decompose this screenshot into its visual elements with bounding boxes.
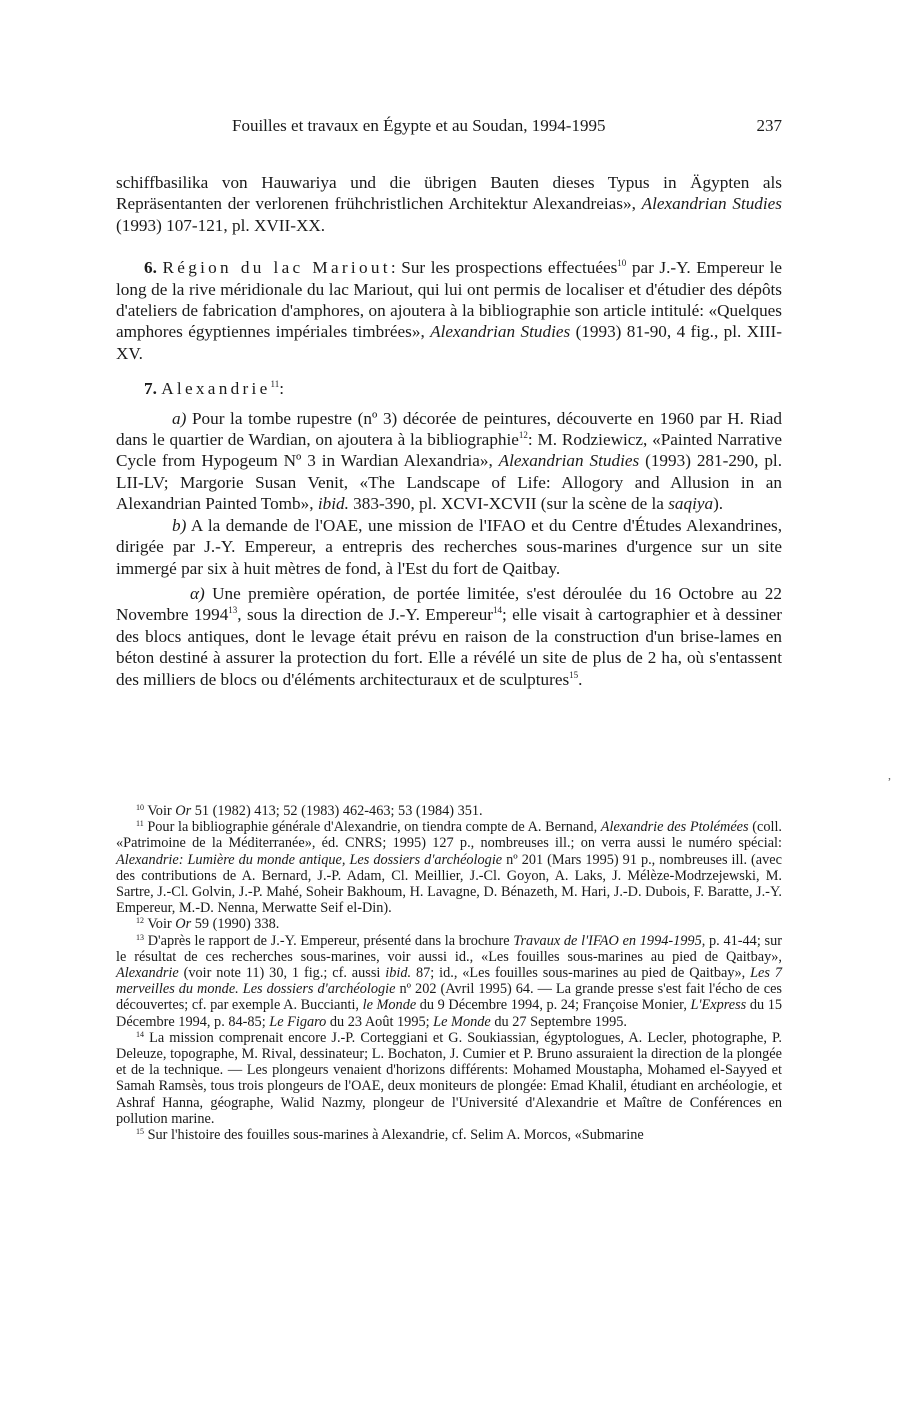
paragraph-continuation [116,172,782,236]
footnote-12 [116,916,782,932]
paragraph-a [116,408,782,515]
footnote-ref[interactable]: 15 [569,669,579,680]
text-run: (coll. «Patrimoine de la Méditerranée», éd. CNRS; 1995) 127 p., nombreuses ill.; on verra aussi le numéro spécial: [116,819,783,852]
text-run: du 15 Décembre 1994, p. 84-85; [116,997,782,1030]
footnote-ref[interactable]: 14 [493,605,503,616]
text-run: : Sur les prospections effectuées [390,258,618,278]
journal-abbrev: Or [175,916,192,933]
footnote-number: 13 [136,932,144,942]
text-run: du 9 Décembre 1994, p. 24; Françoise Monier, [416,997,691,1014]
newspaper-title: Le Figaro [269,1013,327,1030]
text-run: 383-390, pl. XCVI-XCVII (sur la scène de la [348,494,669,514]
book-title: Alexandrie des Ptolémées [600,819,749,836]
footnote-10 [116,803,782,819]
text-run: 59 (1990) 338. [191,916,280,933]
item-label: a) [172,408,187,428]
footnote-number: 15 [136,1127,144,1137]
footnote-11 [116,819,782,916]
paragraph-b [116,515,782,579]
text-run: A la demande de l'OAE, une mission de l'IFAO et du Centre d'Études Alexandrines, dirigée par J.-Y. Empereur, a entrepris des recherches sous-marines d'urgence sur un site immergé par six à huit mètres de fond, à l'Est du fort de Qaitbay. [116,515,782,578]
text-run: : [279,379,284,399]
running-header [116,116,782,140]
main-text [116,172,782,690]
text-run: D'après le rapport de J.-Y. Empereur, présenté dans la brochure [144,932,514,949]
text-run: La mission comprenait encore J.-P. Corteggiani et G. Soukiassian, égyptologues, A. Lecler, photographe, P. Deleuze, topographe, M. Rival, dessinateur; L. Bochaton, J. Cumier et P. Bruno assuraient la direction de la plongée et de la technique. — Les plongeurs venaient d'horizons différents: Mohamed Moustapha, Mohamed el-Sayyed et Samah Ramsès, tous trois plongeurs de l'OAE, deux moniteurs de plongée: Emad Khalil, étudiant en archéologie, et Ashraf Hanna, géographe, Walid Nazmy, plongeur de l'Université d'Alexandrie et Maître de Conférences en pollution marine. [116,1029,782,1127]
journal-title: Alexandrian Studies [641,194,782,214]
section-title: Région du lac Mariout [162,258,391,278]
newspaper-title: L'Express [690,997,747,1014]
text-run: : M. Rodziewicz, «Painted Narrative Cycle from Hypogeum Nº 3 in Wardian Alexandria», [116,430,782,471]
footnote-number: 12 [136,916,144,926]
newspaper-title: le Monde [362,997,417,1014]
page-number: 237 [756,116,782,135]
book-title: Alexandrie: Lumière du monde antique, Les dossiers d'archéologie [116,851,503,868]
item-label: b) [172,515,187,535]
paragraph-alpha [116,583,782,690]
footnote-ref[interactable]: 10 [617,258,627,269]
footnotes [116,803,782,1143]
text-run: (voir note 11) 30, 1 fig.; cf. aussi [178,965,386,982]
text-run: (1993) 81-90, 4 fig., pl. XIII-XV. [116,322,782,363]
text-run: . [578,669,583,689]
footnote-ref[interactable]: 12 [518,430,528,441]
text-run: nº 201 (Mars 1995) 91 p., nombreuses ill. (avec des contributions de A. Bernard, J.-P. Adam, Cl. Meillier, J.-Cl. Goyon, A. Laks, J. Mélèze-Modrzejewski, M. Sartre, J.-Cl. Golvin, J.-P. Mahé, Soheir Bakhoum, H. Lavagne, D. Bénazeth, M. Hari, J.-D. Dubois, F. Baratte, J.-Y. Empereur, M.-D. Nenna, Merwatte Seif el-Din). [116,851,782,917]
text-run: Une première opération, de portée limitée, s'est déroulée du 16 Octobre au 22 Novembre 1994 [116,583,782,625]
footnote-ref[interactable]: 13 [228,605,238,616]
text-run: (1993) 281-290, pl. LII-LV; Margorie Susan Venit, «The Landscape of Life: Allogory and Allusion in an Alexandrian Painted Tomb», [116,451,782,514]
section-title: Alexandrie [161,379,271,399]
footnote-number: 11 [136,819,144,829]
text-run: , sous la direction de J.-Y. Empereur [237,605,494,625]
text-run: Pour la tombe rupestre (nº 3) décorée de peintures, découverte en 1960 par H. Riad dans le quartier de Wardian, on ajoutera à la bibliographie [116,408,782,450]
journal-title: Alexandrian Studies [498,451,640,471]
margin-mark: , [888,768,891,782]
section-number: 6. [144,258,157,278]
text-run: 87; id., «Les fouilles sous-marines au pied de Qaitbay», [411,965,751,982]
text-run: , p. 41-44; sur le résultat de ces recherches sous-marines, voir aussi id., «Les fouilles sous-marines au pied de Qaitbay», [116,932,782,965]
footnote-number: 10 [136,803,144,812]
footnote-number: 14 [136,1029,144,1039]
text-run: par J.-Y. Empereur le long de la rive méridionale du lac Mariout, qui lui ont permis de localiser et d'étudier des dépôts d'ateliers de fabrication d'amphores, on ajoutera à la bibliographie son article intitulé: «Quelques amphores égyptiennes impériales timbrées», [116,258,783,342]
text-run: du 23 Août 1995; [326,1013,434,1030]
running-title: Fouilles et travaux en Égypte et au Soudan, 1994-1995 [232,116,606,135]
text-run: nº 202 (Avril 1995) 64. — La grande presse s'est fait l'écho de ces découvertes; cf. par exemple A. Buccianti, [116,981,782,1014]
text-run: Pour la bibliographie générale d'Alexandrie, on tiendra compte de A. Bernand, [143,819,601,836]
book-title: Travaux de l'IFAO en 1994-1995 [513,932,702,949]
footnote-14 [116,1030,782,1127]
text-run: du 27 Septembre 1995. [490,1013,627,1030]
text-run: Voir [144,803,176,819]
footnote-15 [116,1127,782,1143]
text-run: (1993) 107-121, pl. XVII-XX. [116,215,326,235]
newspaper-title: Le Monde [433,1013,491,1030]
book-title: Alexandrie [116,965,179,982]
journal-title: Alexandrian Studies [430,322,571,342]
text-run: ; elle visait à cartographier et à dessiner des blocs antiques, dont le levage était prévu en raison de la construction d'un brise-lames en béton destiné à assurer la protection du fort. Elle a révélé un site de plus de 2 ha, où s'entassent des milliers de blocs ou d'éléments architecturaux et de sculptures [116,605,782,689]
text-run: ). [713,494,724,514]
journal-abbrev: Or [175,803,192,819]
text-run: Voir [144,916,176,933]
ibid: ibid. [385,965,412,982]
section-7-heading [116,378,782,399]
text-run: schiffbasilika von Hauwariya und die übrigen Bauten dieses Typus in Ägypten als Repräsentanten der verlorenen frühchristlichen Architektur Alexandreias», [116,173,782,214]
ibid: ibid. [317,494,349,514]
term: saqiya [668,494,714,514]
book-title: Les 7 merveilles du monde. Les dossiers d'archéologie [116,965,782,998]
section-6 [116,257,782,364]
section-number: 7. [144,379,157,399]
footnote-13 [116,933,782,1030]
footnote-ref[interactable]: 11 [270,379,280,390]
item-label: α) [190,583,205,603]
text-run: 51 (1982) 413; 52 (1983) 462-463; 53 (1984) 351. [191,803,483,819]
text-run: Sur l'histoire des fouilles sous-marines à Alexandrie, cf. Selim A. Morcos, «Submarine [144,1127,644,1144]
